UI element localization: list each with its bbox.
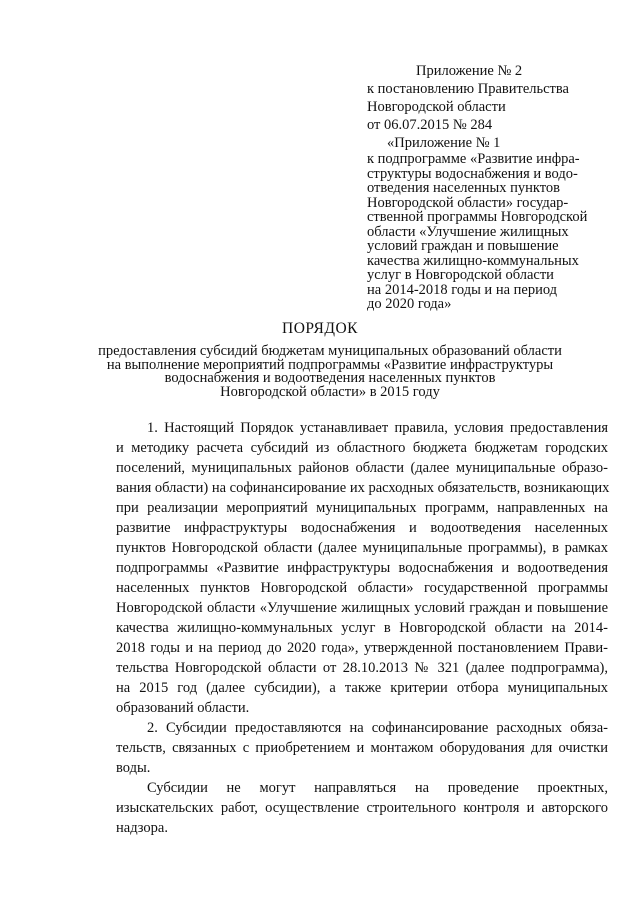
body-line: Новгородской области «Улучшение жилищных условий граждан и повышение (116, 600, 608, 616)
appendix-header (367, 62, 569, 152)
subtitle-line: Новгородской области» в 2015 году (220, 383, 440, 400)
body-line: 2018 годы и на период до 2020 года», утвержденной постановлением Прави- (116, 640, 608, 656)
body-line: тельств, связанных с приобретением и монтажом оборудования для очистки (116, 740, 608, 756)
sub-appendix-line: на 2014-2018 годы и на период (367, 281, 558, 298)
sub-appendix-text (367, 152, 587, 312)
appendix-resolution: к постановлению Правительства (367, 81, 569, 97)
body-line: образований области. (116, 700, 250, 716)
body-line: поселений, муниципальных районов области (далее муниципальные образо- (116, 460, 608, 476)
subtitle-line: водоснабжения и водоотведения населенных пунктов (164, 370, 496, 386)
subtitle-line: предоставления субсидий бюджетам муниципальных образований области (98, 343, 562, 359)
body-line: 1. Настоящий Порядок устанавливает правила, условия предоставления (147, 420, 608, 436)
sub-appendix-line: к подпрограмме «Развитие инфра- (367, 151, 580, 167)
sub-appendix-line: услуг в Новгородской области (367, 267, 554, 283)
body-line: вания области) на софинансирование их расходных обязательств, возникающих (116, 480, 610, 496)
body-line: подпрограммы «Развитие инфраструктуры водоснабжения и водоотведения (116, 560, 608, 576)
body-line: на 2015 год (далее субсидии), а также критерии отбора муниципальных (116, 680, 608, 696)
body-line: качества жилищно-коммунальных услуг в Новгородской области на 2014- (116, 620, 608, 636)
appendix-number: Приложение № 2 (416, 63, 523, 79)
sub-appendix-number: «Приложение № 1 (387, 135, 501, 151)
sub-appendix-line: Новгородской области» государ- (367, 194, 569, 211)
sub-appendix-line: до 2020 года» (367, 296, 452, 312)
body-line: надзора. (116, 820, 168, 836)
sub-appendix-line: области «Улучшение жилищных (367, 223, 569, 240)
document-subtitle (95, 345, 565, 399)
sub-appendix-line: качества жилищно-коммунальных (367, 252, 579, 269)
sub-appendix-line: отведения населенных пунктов (367, 180, 560, 196)
body-line: развитие инфраструктуры водоснабжения и водоотведения населенных (116, 520, 608, 536)
body-line: изыскательских работ, осуществление строительного контроля и авторского (116, 800, 608, 816)
body-line: 2. Субсидии предоставляются на софинансирование расходных обяза- (147, 720, 608, 736)
body-line: населенных пунктов Новгородской области» государственной программы (116, 580, 608, 596)
body-line: воды. (116, 760, 151, 776)
body-line: тельства Новгородской области от 28.10.2013 № 321 (далее подпрограмма), (116, 660, 608, 676)
body-line: Субсидии не могут направляться на проведение проектных, (147, 780, 608, 796)
appendix-region: Новгородской области (367, 99, 506, 115)
document-title: ПОРЯДОК (282, 320, 358, 337)
sub-appendix-line: структуры водоснабжения и водо- (367, 165, 578, 182)
subtitle-line: на выполнение мероприятий подпрограммы «Развитие инфраструктуры (106, 356, 554, 373)
appendix-date: от 06.07.2015 № 284 (367, 117, 493, 133)
body-line: пунктов Новгородской области (далее муниципальные программы), в рамках (116, 540, 608, 556)
body-line: при реализации мероприятий муниципальных программ, направленных на (116, 500, 608, 516)
sub-appendix-line: условий граждан и повышение (367, 238, 559, 254)
body-line: и методику расчета субсидий из областного бюджета бюджетам городских (116, 440, 608, 456)
document-body (116, 418, 608, 838)
sub-appendix-line: ственной программы Новгородской (367, 209, 588, 225)
